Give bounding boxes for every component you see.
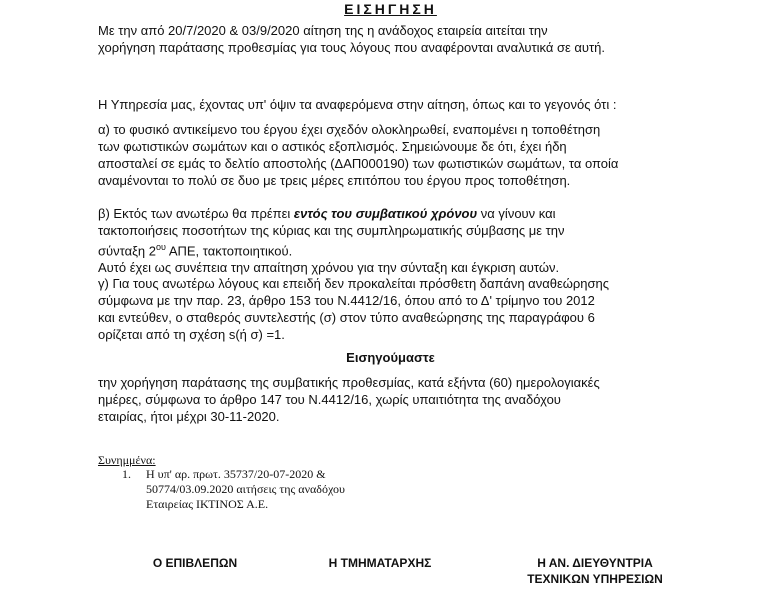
point-b-line-2: τακτοποιήσεις ποσοτήτων της κύριας και της συμπληρωματικής σύμβασης με την	[98, 223, 565, 238]
attachments-heading: Συνημμένα:	[98, 453, 156, 467]
point-c-line-3: και εντεύθεν, ο σταθερός συντελεστής (σ) στον τύπο αναθεώρησης της παραγράφου 6	[98, 310, 595, 325]
recommendation-paragraph	[98, 374, 692, 425]
point-b-paragraph	[98, 205, 692, 276]
point-b-line-3	[98, 239, 692, 259]
signature-director-line-1: Η ΑΝ. ΔΙΕΥΘΥΝΤΡΙΑ	[537, 556, 653, 570]
intro-line-1: Με την από 20/7/2020 & 03/9/2020 αίτηση της η ανάδοχος εταιρεία αιτείται την	[98, 23, 548, 38]
point-b-line-4: Αυτό έχει ως συνέπεια την απαίτηση χρόνου για την σύνταξη και έγκριση αυτών.	[98, 260, 560, 276]
intro-paragraph	[98, 22, 690, 56]
recommend-heading: Εισηγούμαστε	[346, 350, 435, 365]
document-title: ΕΙΣΗΓΗΣΗ	[344, 1, 437, 17]
point-b-line-1-pre: β) Εκτός των ανωτέρω θα πρέπει	[98, 206, 294, 221]
point-a-line-4: αναμένονται το πολύ σε δυο με τρεις μέρες επιτόπου του έργου προς τοποθέτηση.	[98, 173, 571, 188]
point-b-line-1-post: να γίνουν και	[477, 206, 556, 221]
point-c-line-1: γ) Για τους ανωτέρω λόγους και επειδή δεν προκαλείται πρόσθετη δαπάνη αναθεώρησης	[98, 276, 610, 291]
point-a-line-1: α) το φυσικό αντικείμενο του έργου έχει σχεδόν ολοκληρωθεί, εναπομένει η τοποθέτηση	[98, 122, 601, 137]
point-b-line-3-post: ΑΠΕ, τακτοποιητικού.	[165, 243, 293, 259]
point-a-paragraph	[98, 121, 692, 189]
signature-director-line-2: ΤΕΧΝΙΚΩΝ ΥΠΗΡΕΣΙΩΝ	[527, 572, 663, 586]
recommendation-line-1: την χορήγηση παράτασης της συμβατικής προθεσμίας, κατά εξήντα (60) ημερολογιακές	[98, 375, 600, 390]
point-b-superscript: ου	[156, 242, 166, 252]
point-c-line-4: ορίζεται από τη σχέση s(ή σ) =1.	[98, 327, 285, 342]
service-paragraph: Η Υπηρεσία μας, έχοντας υπ' όψιν τα αναφερόμενα στην αίτηση, όπως και το γεγονός ότι :	[98, 97, 617, 112]
point-a-line-2: των φωτιστικών σωμάτων και ο αστικός εξοπλισμός. Σημειώνουμε δε ότι, έχει ήδη	[98, 139, 567, 154]
signature-supervisor: Ο ΕΠΙΒΛΕΠΩΝ	[152, 556, 238, 570]
point-c-line-2: σύμφωνα με την παρ. 23, άρθρο 153 του Ν.4412/16, όπου από το Δ' τρίμηνο του 2012	[98, 293, 595, 308]
point-b-line-1	[98, 205, 692, 222]
attachment-line-2: 50774/03.09.2020 αιτήσεις της αναδόχου	[146, 482, 345, 496]
signature-director	[505, 555, 685, 587]
recommendation-line-3: εταιρίας, ήτοι μέχρι 30-11-2020.	[98, 409, 280, 424]
attachment-line-1: Η υπ' αρ. πρωτ. 35737/20-07-2020 &	[146, 467, 326, 481]
point-b-line-3-pre: σύνταξη 2	[98, 243, 156, 259]
intro-line-2: χορήγηση παράτασης προθεσμίας για τους λόγους που αναφέρονται αναλυτικά σε αυτή.	[98, 40, 606, 55]
recommendation-line-2: ημέρες, σύμφωνα το άρθρο 147 του Ν.4412/16, χωρίς υπαιτιότητα της αναδόχου	[98, 392, 561, 407]
signature-head: Η ΤΜΗΜΑΤΑΡΧΗΣ	[328, 556, 432, 570]
point-c-paragraph	[98, 275, 692, 343]
attachment-line-3: Εταιρείας ΙΚΤΙΝΟΣ Α.Ε.	[146, 497, 269, 511]
attachment-list	[146, 467, 345, 512]
point-b-emphasis: εντός του συμβατικού χρόνου	[293, 206, 478, 221]
attachment-number: 1.	[122, 467, 131, 481]
point-a-line-3: αποσταλεί σε εμάς το δελτίο αποστολής (ΔΑΠ000190) των φωτιστικών σωμάτων, τα οποία	[98, 156, 619, 171]
